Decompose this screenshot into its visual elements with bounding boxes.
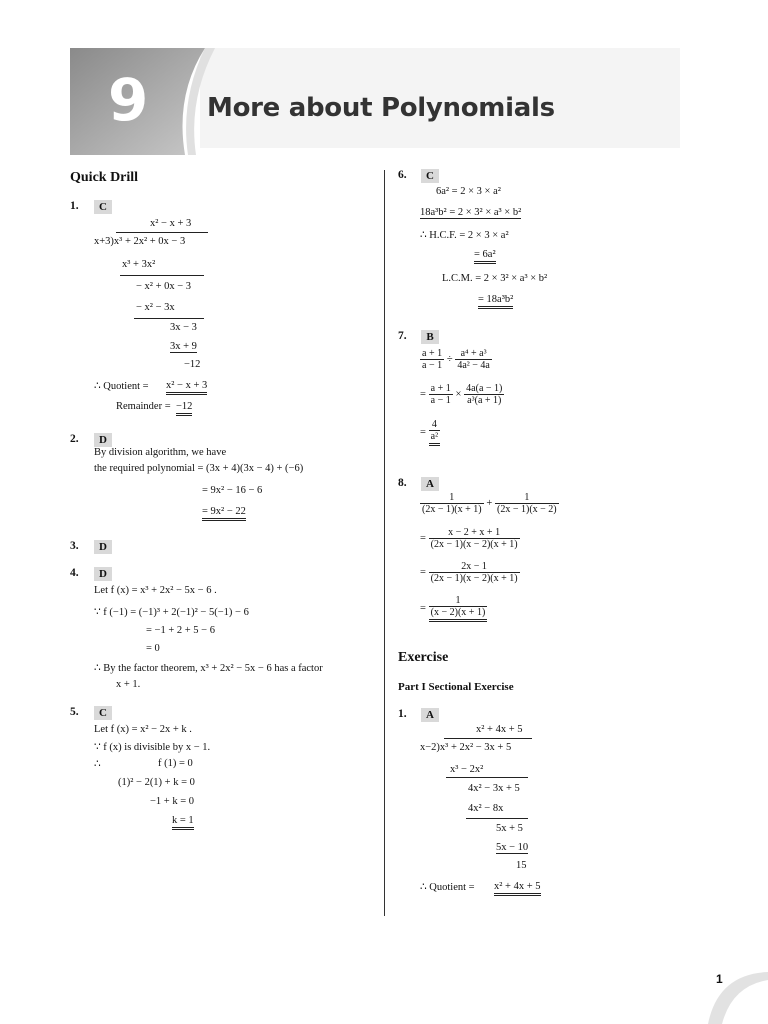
solution-text: = 9x² − 16 − 6 — [202, 485, 263, 496]
quotient-label: ∴ Quotient = — [94, 381, 149, 392]
division-bar — [446, 777, 528, 778]
solution-result: k = 1 — [172, 815, 194, 830]
solution-text: x + 1. — [116, 679, 141, 690]
division-line: 4x² − 8x — [468, 803, 504, 814]
solution-text: = −1 + 2 + 5 − 6 — [146, 625, 215, 636]
quotient-label: ∴ Quotient = — [420, 882, 475, 893]
solution-text: ∴ By the factor theorem, x³ + 2x² − 5x − 6 has a factor — [94, 663, 323, 674]
solution-text: L.C.M. = 2 × 3² × a³ × b² — [442, 273, 548, 284]
fraction-result: = $\frac{1}{(x - 2)(x + 1)}$ — [420, 595, 487, 622]
fraction-expression: $\frac{a + 1}{a - 1}$ ÷ $\frac{\text{a⁴ + a³}}{\text{4a² − 4a}}$ — [422, 348, 490, 371]
chapter-title: More about Polynomials — [207, 93, 555, 123]
question-number: 4. — [70, 567, 79, 579]
division-line: x² + 4x + 5 — [476, 724, 523, 735]
question-number: 5. — [70, 706, 79, 718]
question-number: 3. — [70, 540, 79, 552]
division-line: x+3)x³ + 2x² + 0x − 3 — [94, 236, 186, 247]
division-line: x³ − 2x² — [450, 764, 484, 775]
division-line: 4x² − 3x + 5 — [468, 783, 520, 794]
division-line: 3x − 3 — [170, 322, 197, 333]
answer-badge: B — [421, 330, 439, 344]
solution-text: f (1) = 0 — [158, 758, 193, 769]
solution-text: Let f (x) = x³ + 2x² − 5x − 6 . — [94, 585, 217, 596]
question-number: 1. — [70, 200, 79, 212]
quick-drill-heading: Quick Drill — [70, 170, 139, 185]
division-line: x³ + 3x² — [122, 259, 156, 270]
division-line: 5x + 5 — [496, 823, 523, 834]
solution-text: 18a³b² = 2 × 3² × a³ × b² — [420, 207, 522, 218]
division-line: x−2)x³ + 2x² − 3x + 5 — [420, 742, 512, 753]
solution-text: −1 + k = 0 — [150, 796, 195, 807]
fraction-expression: = $\frac{a + 1}{a - 1}$ × $\frac{4a(a - 1)}{\text{a³(a + 1)}}$ — [420, 383, 503, 406]
question-number: 7. — [398, 330, 407, 342]
solution-text: By division algorithm, we have — [94, 447, 227, 458]
solution-text: ∵ f (x) is divisible by x − 1. — [94, 742, 211, 753]
division-line: 5x − 10 — [496, 842, 529, 853]
division-line: −12 — [184, 359, 201, 370]
answer-badge: C — [94, 200, 112, 214]
fraction-expression: = $\frac{x - 2 + x + 1}{(2x - 1)(x - 2)(x + 1)}$ — [420, 527, 518, 550]
fraction-result: = $\frac{4}{\text{a²}}$ — [420, 419, 440, 446]
solution-result: = 9x² − 22 — [202, 506, 246, 521]
exercise-heading: Exercise — [398, 650, 449, 665]
solution-text: Let f (x) = x² − 2x + k . — [94, 724, 192, 735]
page-corner-graphic — [648, 944, 768, 1024]
page-number: 1 — [716, 972, 723, 986]
solution-text: ∵ f (−1) = (−1)³ + 2(−1)² − 5(−1) − 6 — [94, 607, 249, 618]
division-line: − x² + 0x − 3 — [136, 281, 192, 292]
fraction-expression: = $\frac{2x - 1}{(2x - 1)(x - 2)(x + 1)}$ — [420, 561, 518, 584]
remainder-label: Remainder = — [116, 401, 171, 412]
chapter-number: 9 — [108, 66, 149, 134]
division-line: 3x + 9 — [170, 341, 197, 352]
solution-text: the required polynomial = (3x + 4)(3x − 4) + (−6) — [94, 463, 304, 474]
division-bar — [444, 738, 532, 739]
solution-result: = 18a³b² — [478, 294, 513, 309]
solution-text: ∴ — [94, 759, 101, 770]
division-bar — [134, 318, 204, 319]
quotient-value: x² − x + 3 — [166, 380, 207, 395]
answer-badge: A — [421, 477, 439, 491]
division-bar — [120, 275, 204, 276]
division-line: 15 — [516, 860, 527, 871]
answer-badge: C — [94, 706, 112, 720]
answer-badge: D — [94, 567, 112, 581]
division-line: − x² − 3x — [136, 302, 175, 313]
chapter-header — [0, 0, 768, 160]
answer-badge: C — [421, 169, 439, 183]
question-number: 6. — [398, 169, 407, 181]
division-line: x² − x + 3 — [150, 218, 192, 229]
solution-text: 6a² = 2 × 3 × a² — [436, 186, 501, 197]
remainder-value: −12 — [176, 401, 192, 416]
division-bar — [466, 818, 528, 819]
question-number: 1. — [398, 708, 407, 720]
answer-badge: D — [94, 433, 112, 447]
answer-badge: D — [94, 540, 112, 554]
question-number: 8. — [398, 477, 407, 489]
solution-text: ∴ H.C.F. = 2 × 3 × a² — [420, 230, 509, 241]
column-divider — [384, 170, 385, 916]
solution-text: (1)² − 2(1) + k = 0 — [118, 777, 195, 788]
part-heading: Part I Sectional Exercise — [398, 681, 514, 693]
fraction-expression: $\frac{1}{(2x - 1)(x + 1)}$ + $\frac{1}{(2x - 1)(x - 2)}$ — [422, 492, 557, 515]
solution-result: = 6a² — [474, 249, 496, 264]
division-bar — [116, 232, 208, 233]
answer-badge: A — [421, 708, 439, 722]
solution-text: = 0 — [146, 643, 160, 654]
question-number: 2. — [70, 433, 79, 445]
quotient-value: x² + 4x + 5 — [494, 881, 541, 896]
